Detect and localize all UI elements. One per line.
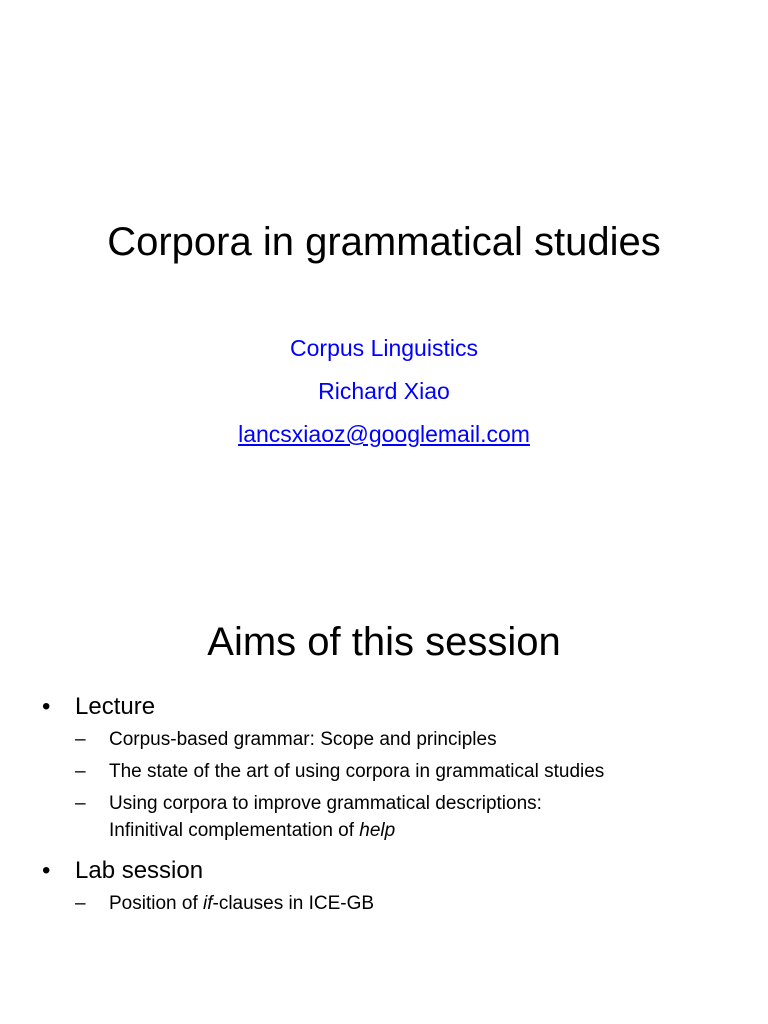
sub-bullet-list xyxy=(40,888,740,920)
dash-icon: – xyxy=(75,729,86,750)
dash-icon: – xyxy=(75,761,86,782)
dash-icon: – xyxy=(75,893,86,914)
sub-bullet xyxy=(75,788,740,846)
email-link[interactable]: lancsxiaoz@googlemail.com xyxy=(238,421,530,447)
slide-title: Aims of this session xyxy=(207,620,561,664)
bullet-lecture xyxy=(40,690,740,724)
bullet-icon: • xyxy=(42,857,51,884)
sub-bullet-text-suffix: -clauses in ICE-GB xyxy=(212,893,375,914)
sub-bullet xyxy=(75,888,740,920)
bullet-label: Lecture xyxy=(75,693,156,720)
sub-bullet xyxy=(75,724,740,756)
bullet-list xyxy=(40,690,740,928)
sub-bullet-list xyxy=(40,724,740,846)
bullet-label: Lab session xyxy=(75,857,204,884)
sub-bullet-text-prefix: Infinitival complementation of xyxy=(109,820,360,841)
bullet-lab-session xyxy=(40,854,740,888)
dash-icon: – xyxy=(75,793,86,814)
sub-bullet-text: The state of the art of using corpora in grammatical studies xyxy=(109,761,605,782)
sub-bullet-text-continued xyxy=(109,816,740,846)
author-name: Richard Xiao xyxy=(318,378,450,404)
bullet-icon: • xyxy=(42,693,51,720)
sub-bullet xyxy=(75,756,740,788)
email-link-row xyxy=(0,418,768,450)
slide-title: Corpora in grammatical studies xyxy=(107,220,661,264)
lab-subitems xyxy=(40,888,740,920)
aims-slide xyxy=(0,512,768,1024)
sub-bullet-text-italic: help xyxy=(359,820,396,841)
course-name: Corpus Linguistics xyxy=(290,335,478,361)
sub-bullet-text-prefix: Position of xyxy=(109,893,203,914)
sub-bullet-text: Using corpora to improve grammatical descriptions: xyxy=(109,793,542,814)
sub-bullet-text: Corpus-based grammar: Scope and principles xyxy=(109,729,497,750)
lecture-subitems xyxy=(40,724,740,846)
sub-bullet-text-italic: if xyxy=(203,893,213,914)
